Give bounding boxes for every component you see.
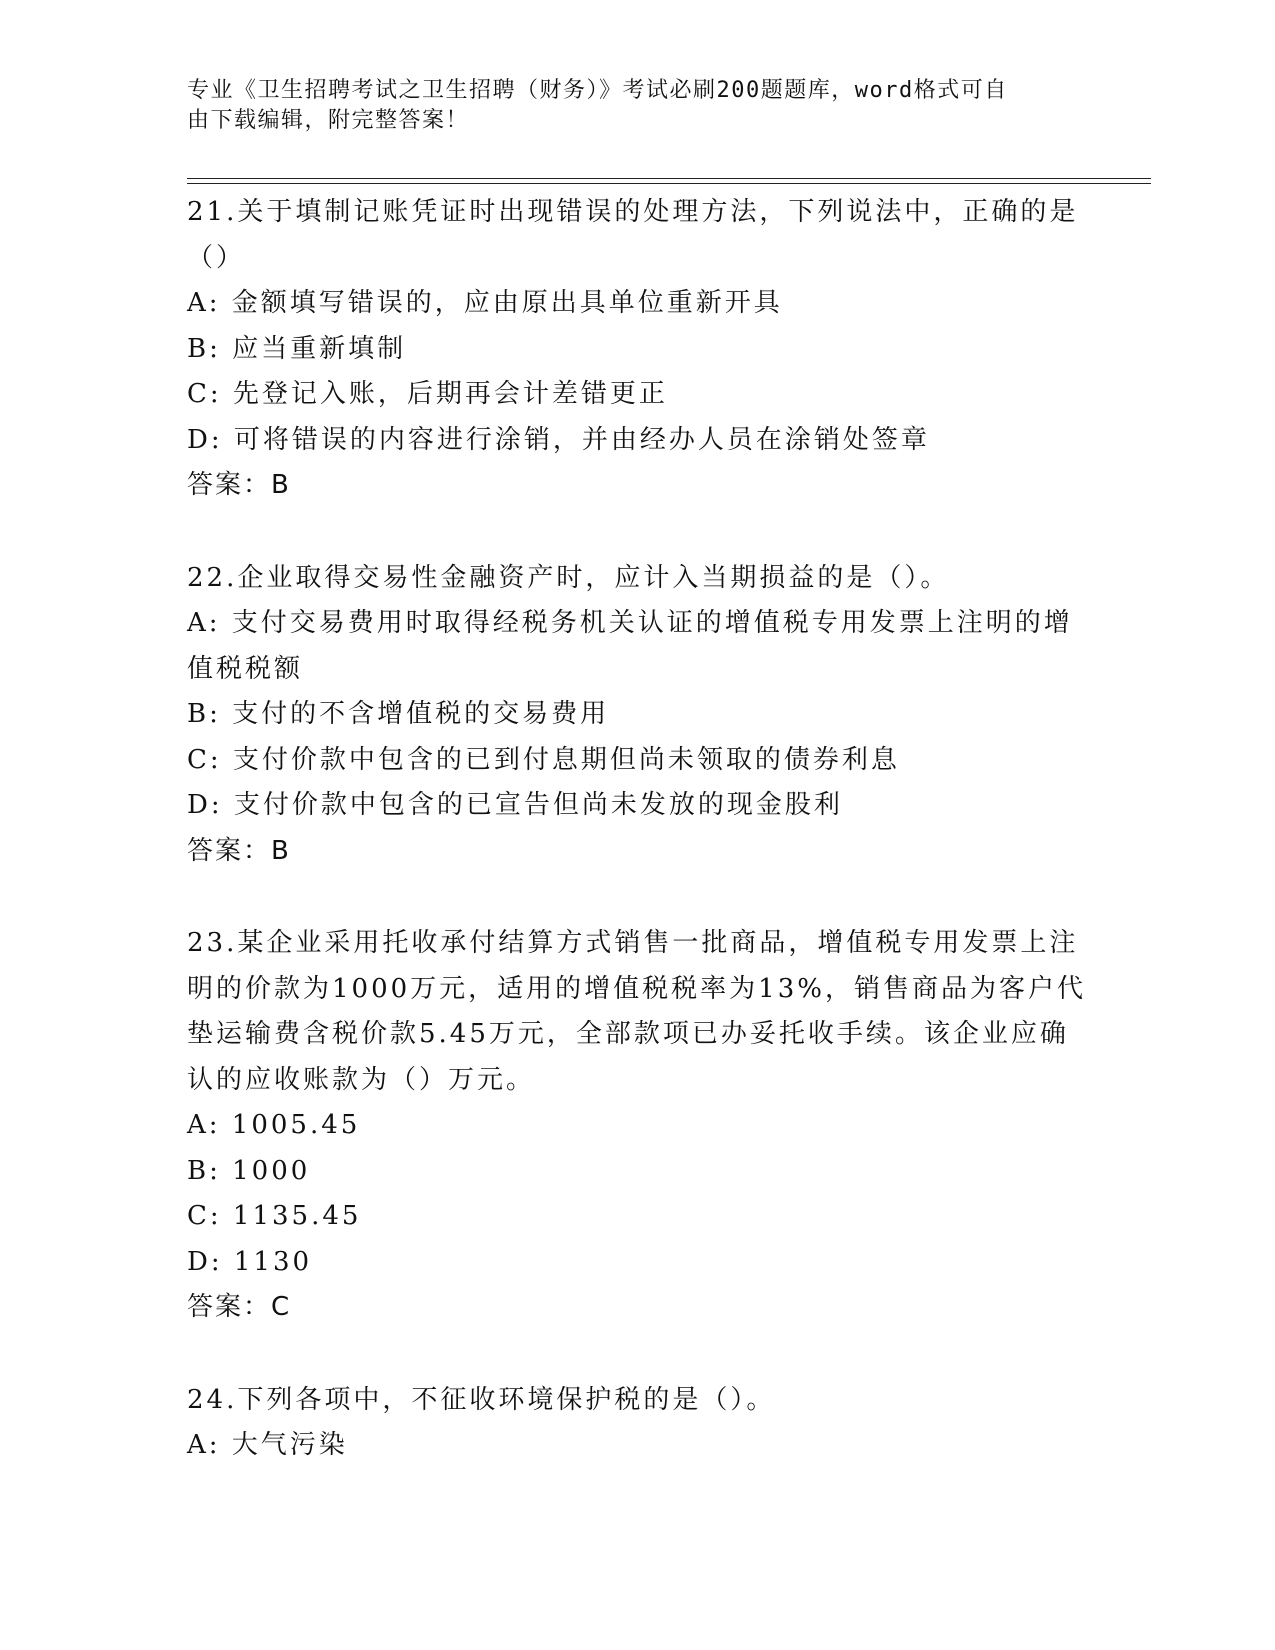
question-text-line: 23.某企业采用托收承付结算方式销售一批商品，增值税专用发票上注 [187,928,1079,958]
option-d: D: 支付价款中包含的已宣告但尚未发放的现金股利 [187,790,843,820]
question-23 [187,921,1087,1331]
option-d: D: 可将错误的内容进行涂销，并由经办人员在涂销处签章 [187,424,930,455]
option-b: B: 应当重新填制 [187,333,407,364]
document-header [187,76,1067,136]
option-a: A: 支付交易费用时取得经税务机关认证的增值税专用发票上注明的增 [187,608,1073,638]
option-a: A: 1005.45 [187,1110,361,1140]
header-rule-bottom [187,183,1151,184]
question-text-line: 21.关于填制记账凭证时出现错误的处理方法，下列说法中，正确的是 [187,197,1079,227]
option-b: B: 支付的不含增值税的交易费用 [187,699,610,729]
question-text-line: 垫运输费含税价款5.45万元，全部款项已办妥托收手续。该企业应确 [187,1019,1069,1049]
option-a: A: 大气污染 [187,1430,348,1460]
answer-line: 答案：C [187,1292,292,1322]
header-line-1: 专业《卫生招聘考试之卫生招聘（财务）》考试必刷200题题库，word格式可自 [187,78,1008,103]
option-c: C: 支付价款中包含的已到付息期但尚未领取的债券利息 [187,744,900,775]
option-c: C: 先登记入账，后期再会计差错更正 [187,379,668,409]
answer-line: 答案：B [187,835,291,866]
option-b: B: 1000 [187,1155,311,1186]
header-line-2: 由下载编辑，附完整答案！ [187,108,470,133]
question-24 [187,1378,1087,1469]
answer-line: 答案：B [187,470,291,500]
option-a: A: 金额填写错误的，应由原出具单位重新开具 [187,288,783,318]
question-text-line: 明的价款为1000万元，适用的增值税税率为13%，销售商品为客户代 [187,973,1086,1004]
question-text-line: 24.下列各项中，不征收环境保护税的是（）。 [187,1384,776,1415]
question-list [187,190,1087,1516]
question-21 [187,190,1087,509]
question-text-line: 22.企业取得交易性金融资产时，应计入当期损益的是（）。 [187,562,950,593]
option-d: D: 1130 [187,1246,313,1277]
question-22 [187,556,1087,875]
option-c: C: 1135.45 [187,1201,362,1231]
question-text-line: 认的应收账款为（）万元。 [187,1064,536,1095]
question-text-line: （） [187,242,246,273]
header-rule-top [187,178,1151,179]
option-a-continued: 值税税额 [187,653,304,684]
